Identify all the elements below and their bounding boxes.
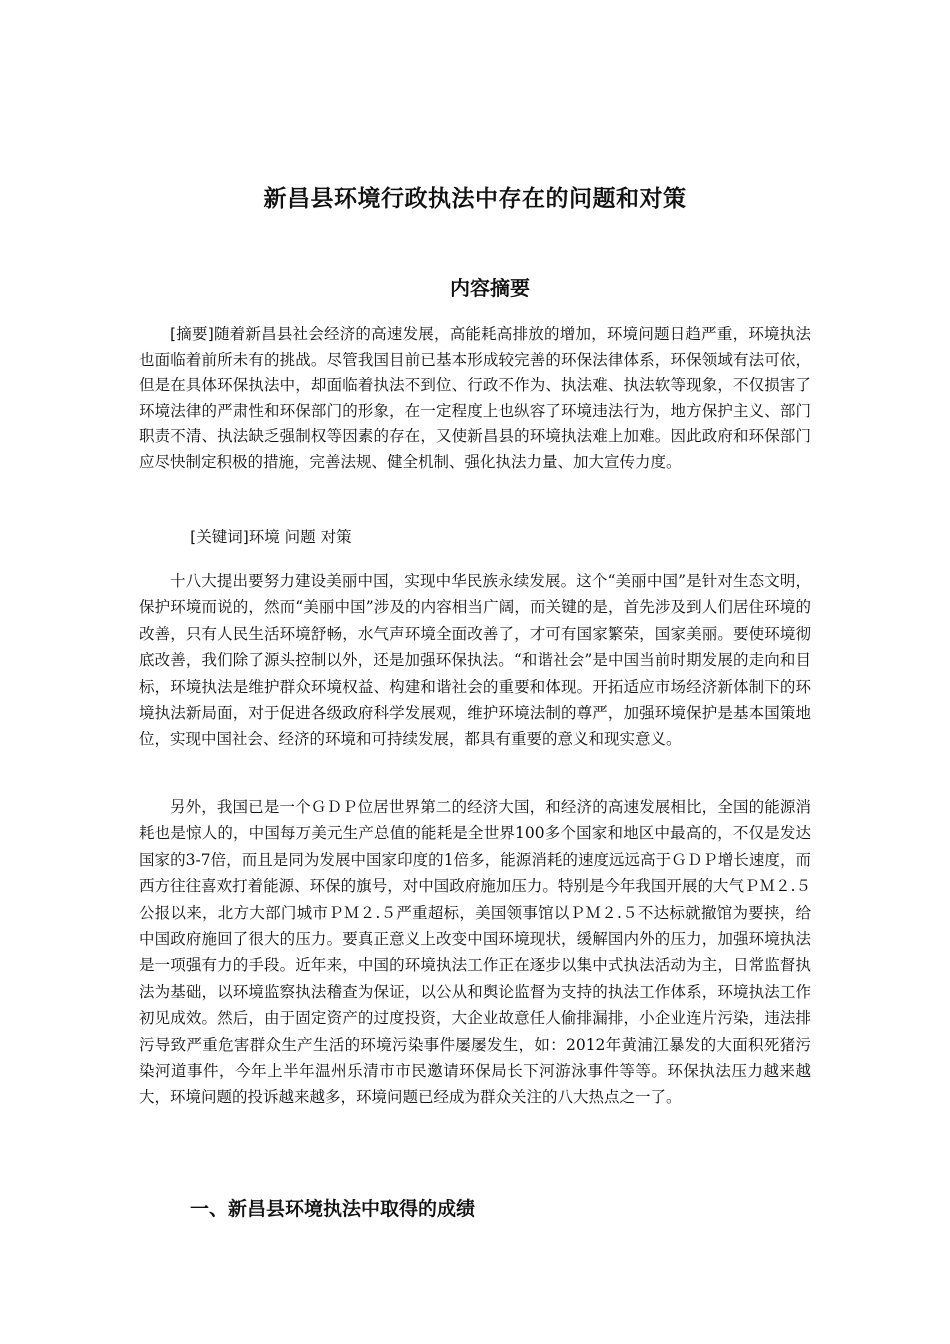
body-paragraph-1: 十八大提出要努力建设美丽中国，实现中华民族永续发展。这个“美丽中国”是针对生态文明，保护环境而说的，然而“美丽中国”涉及的内容相当广阔，而关键的是，首先涉及到人们居住环境的改善，只有人民生活环境舒畅，水气声环境全面改善了，才可有国家繁荣，国家美丽。要使环境彻底改善，我们除了源头控制以外，还是加强环保执法。“和谐社会”是中国当前时期发展的走向和目标，环境执法是维护群众环境权益、构建和谐社会的重要和体现。开拓适应市场经济新体制下的环境执法新局面，对于促进各级政府科学发展观，维护环境法制的尊严，加强环境保护是基本国策地位，实现中国社会、经济的环境和可持续发展，都具有重要的意义和现实意义。 [139,572,811,749]
document-title: 新昌县环境行政执法中存在的问题和对策 [263,186,687,212]
section-heading: 一、新昌县环境执法中取得的成绩 [190,1198,476,1220]
abstract-paragraph [139,322,811,476]
body-paragraph-2: 另外，我国已是一个ＧＤＰ位居世界第二的经济大国，和经济的高速发展相比，全国的能源消耗也是惊人的，中国每万美元生产总值的能耗是全世界100多个国家和地区中最高的，不仅是发达国家的3-7倍，而且是同为发展中国家印度的1倍多，能源消耗的速度远远高于ＧＤＰ增长速度，而西方往往喜欢打着能源、环保的旗号，对中国政府施加压力。特别是今年我国开展的大气ＰＭ２.５公报以来，北方大部门城市ＰＭ２.５严重超标，美国领事馆以ＰＭ２.５不达标就撤馆为要挟，给中国政府施回了很大的压力。要真正意义上改变中国环境现状，缓解国内外的压力，加强环境执法是一项强有力的手段。近年来，中国的环境执法工作正在逐步以集中式执法活动为主，日常监督执法为基础，以环境监察执法稽查为保证，以公从和舆论监督为支持的执法工作体系，环境执法工作初见成效。然后，由于固定资产的过度投资，大企业故意任人偷排漏排，小企业连片污染，违法排污导致严重危害群众生产生活的环境污染事件屡屡发生，如：2012年黄浦江暴发的大面积死猪污染河道事件，今年上半年温州乐清市市民邀请环保局长下河游泳事件等等。环保执法压力越来越大，环境问题的投诉越来越多，环境问题已经成为群众关注的八大热点之一了。 [139,798,811,1107]
keywords-line [139,525,811,551]
keywords-label: [关键词] [190,528,249,546]
keywords-text: 环境 问题 对策 [248,528,352,546]
abstract-text: 随着新昌县社会经济的高速发展，高能耗高排放的增加，环境问题日趋严重，环境执法也面临着前所未有的挑战。尽管我国目前已基本形成较完善的环保法律体系，环保领域有法可依，但是在具体环保执法中，却面临着执法不到位、行政不作为、执法难、执法软等现象，不仅损害了环境法律的严肃性和环保部门的形象，在一定程度上也纵容了环境违法行为，地方保护主义、部门职责不清、执法缺乏强制权等因素的存在，又使新昌县的环境执法难上加难。因此政府和环保部门应尽快制定积极的措施，完善法规、健全机制、强化执法力量、加大宣传力度。 [139,325,811,471]
abstract-heading: 内容摘要 [450,276,530,300]
abstract-label: [摘要] [170,325,214,343]
